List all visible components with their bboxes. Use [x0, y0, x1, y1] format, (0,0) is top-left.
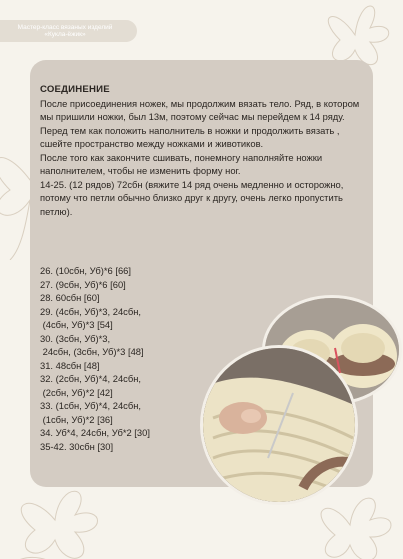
paragraph-1: После присоединения ножек, мы продолжим вязать тело. Ряд, в котором мы пришили ножки, был 13м, поэтому сейчас мы перейдем к 14 ряду.	[40, 97, 360, 122]
header-line-1: Мастер-класс вязаных изделий	[17, 23, 113, 31]
header-pill	[0, 20, 137, 42]
row-line: 28. 60сбн [60]	[40, 292, 100, 303]
photo-group	[200, 295, 400, 505]
row-line: 30. (3сбн, Уб)*3,	[40, 332, 111, 344]
paragraph-2: Перед тем как положить наполнитель в ножки и продолжить вязать , сшейте пространство между ножками и животиков.	[40, 124, 340, 149]
row-line: 27. (9сбн, Уб)*6 [60]	[40, 278, 126, 290]
row-instructions	[40, 264, 210, 453]
section-text	[40, 83, 370, 218]
row-line: (1сбн, Уб)*2 [36]	[40, 413, 113, 425]
paragraph-3: После того как закончите сшивать, понемногу наполняйте ножки наполнителем, чтобы не изменить форму ног.	[40, 151, 323, 176]
row-line: 32. (2сбн, Уб)*4, 24сбн,	[40, 373, 141, 384]
section-title: СОЕДИНЕНИЕ	[40, 84, 110, 95]
header-line-2: «Кукла-ёжик»	[44, 31, 86, 38]
row-line: (2сбн, Уб)*2 [42]	[40, 386, 113, 398]
row-line: 24сбн, (3сбн, Уб)*3 [48]	[40, 346, 144, 357]
row-line: 31. 48сбн [48]	[40, 359, 100, 371]
row-line: (4сбн, Уб)*3 [54]	[40, 319, 113, 330]
row-line: 26. (10сбн, Уб)*6 [66]	[40, 265, 131, 276]
row-line: 35-42. 30сбн [30]	[40, 440, 114, 452]
paragraph-4: 14-25. (12 рядов) 72сбн (вяжите 14 ряд очень медленно и осторожно, потому что петли обычно близко друг к другу, очень легко пропустить петлю).	[40, 178, 344, 217]
row-line: 33. (1сбн, Уб)*4, 24сбн,	[40, 400, 141, 411]
photo-sewing-feet	[200, 345, 358, 505]
row-line: 34. Уб*4, 24сбн, Уб*2 [30]	[40, 427, 150, 438]
row-line: 29. (4сбн, Уб)*3, 24сбн,	[40, 305, 141, 317]
